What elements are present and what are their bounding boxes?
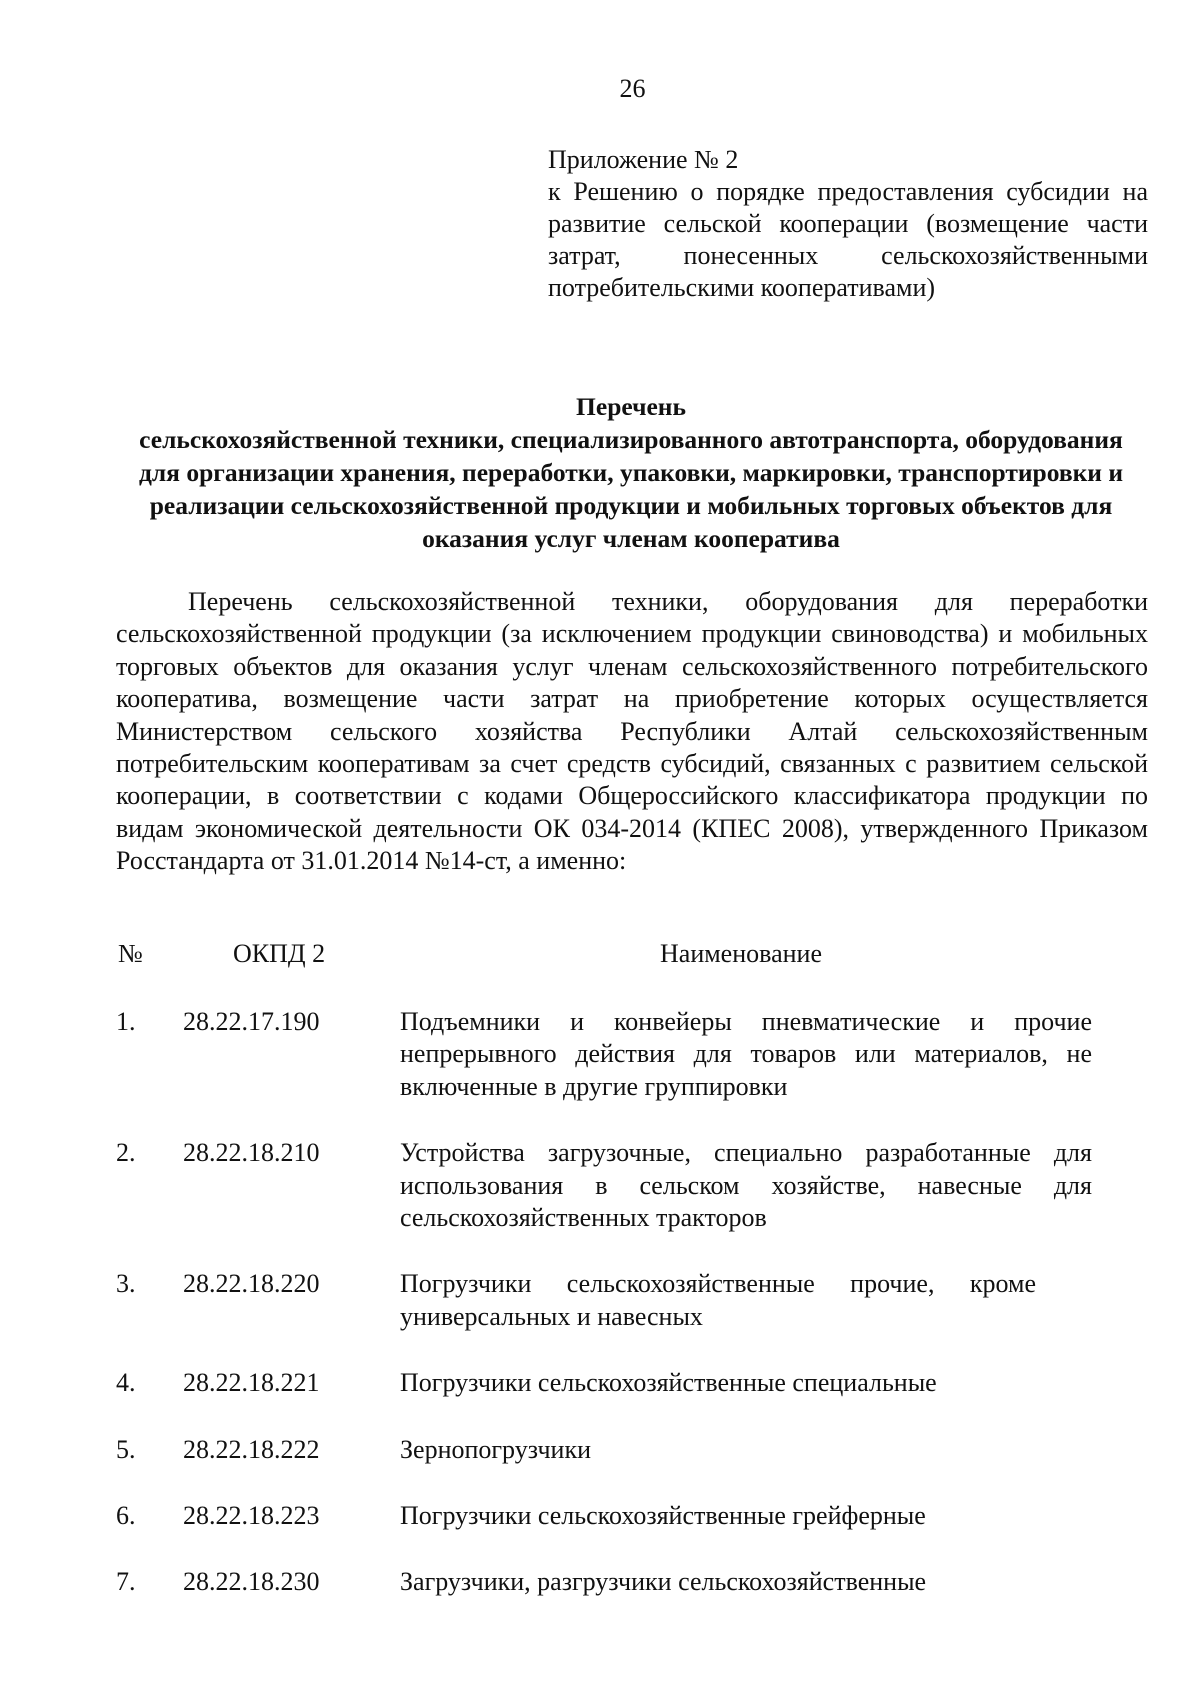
table-header <box>0 938 1200 970</box>
row-number: 3. <box>116 1269 136 1299</box>
title-heading: Перечень <box>576 392 686 421</box>
header-name: Наименование <box>660 939 822 968</box>
table-row <box>0 1367 1200 1399</box>
appendix-block <box>548 144 1148 304</box>
appendix-label: Приложение № 2 <box>548 145 739 174</box>
intro-paragraph: Перечень сельскохозяйственной техники, оборудования для переработки сельскохозяйственной продукции (за исключением продукции свиноводства) и мобильных торговых объектов для оказания услуг членам сельскохозяйственного потребительского кооператива, возмещение части затрат на приобретение которых осуществляется Министерством сельского хозяйства Республики Алтай сельскохозяйственным потребительским кооперативам за счет средств субсидий, связанных с развитием сельской кооперации, в соответствии с кодами Общероссийского классификатора продукции по видам экономической деятельности ОК 034-2014 (КПЕС 2008), утвержденного Приказом Росстандарта от 31.01.2014 №14-ст, а именно: <box>116 587 1148 876</box>
table-row <box>0 1006 1200 1103</box>
table-row <box>0 1566 1200 1598</box>
row-number: 5. <box>116 1434 136 1464</box>
row-code: 28.22.18.223 <box>183 1501 320 1531</box>
row-code: 28.22.18.220 <box>183 1269 320 1299</box>
row-code: 28.22.18.230 <box>183 1567 320 1597</box>
table-row <box>0 1137 1200 1234</box>
header-number: № <box>118 939 143 968</box>
row-code: 28.22.17.190 <box>183 1007 320 1036</box>
row-number: 2. <box>116 1138 136 1168</box>
table-body <box>0 1006 1200 1599</box>
row-name: Погрузчики сельскохозяйственные прочие, кроме универсальных и навесных <box>400 1269 1036 1331</box>
row-number: 4. <box>116 1368 136 1398</box>
table-row <box>0 1500 1200 1532</box>
document-title <box>116 390 1146 555</box>
page-number: 26 <box>619 74 646 103</box>
row-code: 28.22.18.221 <box>183 1368 320 1398</box>
appendix-reference: к Решению о порядке предоставления субсидии на развитие сельской кооперации (возмещение части затрат, понесенных сельскохозяйственными потребительскими кооперативами) <box>548 177 1148 302</box>
row-name: Подъемники и конвейеры пневматические и прочие непрерывного действия для товаров или материалов, не включенные в другие группировки <box>400 1007 1092 1101</box>
row-number: 1. <box>116 1007 136 1036</box>
table-row <box>0 1434 1200 1466</box>
row-number: 7. <box>116 1567 136 1597</box>
row-number: 6. <box>116 1501 136 1531</box>
row-name: Зернопогрузчики <box>400 1434 592 1464</box>
row-name: Погрузчики сельскохозяйственные специальные <box>400 1368 937 1398</box>
row-name: Устройства загрузочные, специально разработанные для использования в сельском хозяйстве, навесные для сельскохозяйственных тракторов <box>400 1138 1092 1233</box>
title-subheading: сельскохозяйственной техники, специализированного автотранспорта, оборудования для организации хранения, переработки, упаковки, маркировки, транспортировки и реализации сельскохозяйственной продукции и мобильных торговых объектов для оказания услуг членам кооператива <box>138 425 1124 553</box>
table-row <box>0 1268 1200 1333</box>
row-name: Загрузчики, разгрузчики сельскохозяйственные <box>400 1567 927 1597</box>
row-name: Погрузчики сельскохозяйственные грейферные <box>400 1501 926 1531</box>
header-code: ОКПД 2 <box>233 939 326 968</box>
row-code: 28.22.18.210 <box>183 1138 320 1168</box>
row-code: 28.22.18.222 <box>183 1434 320 1464</box>
